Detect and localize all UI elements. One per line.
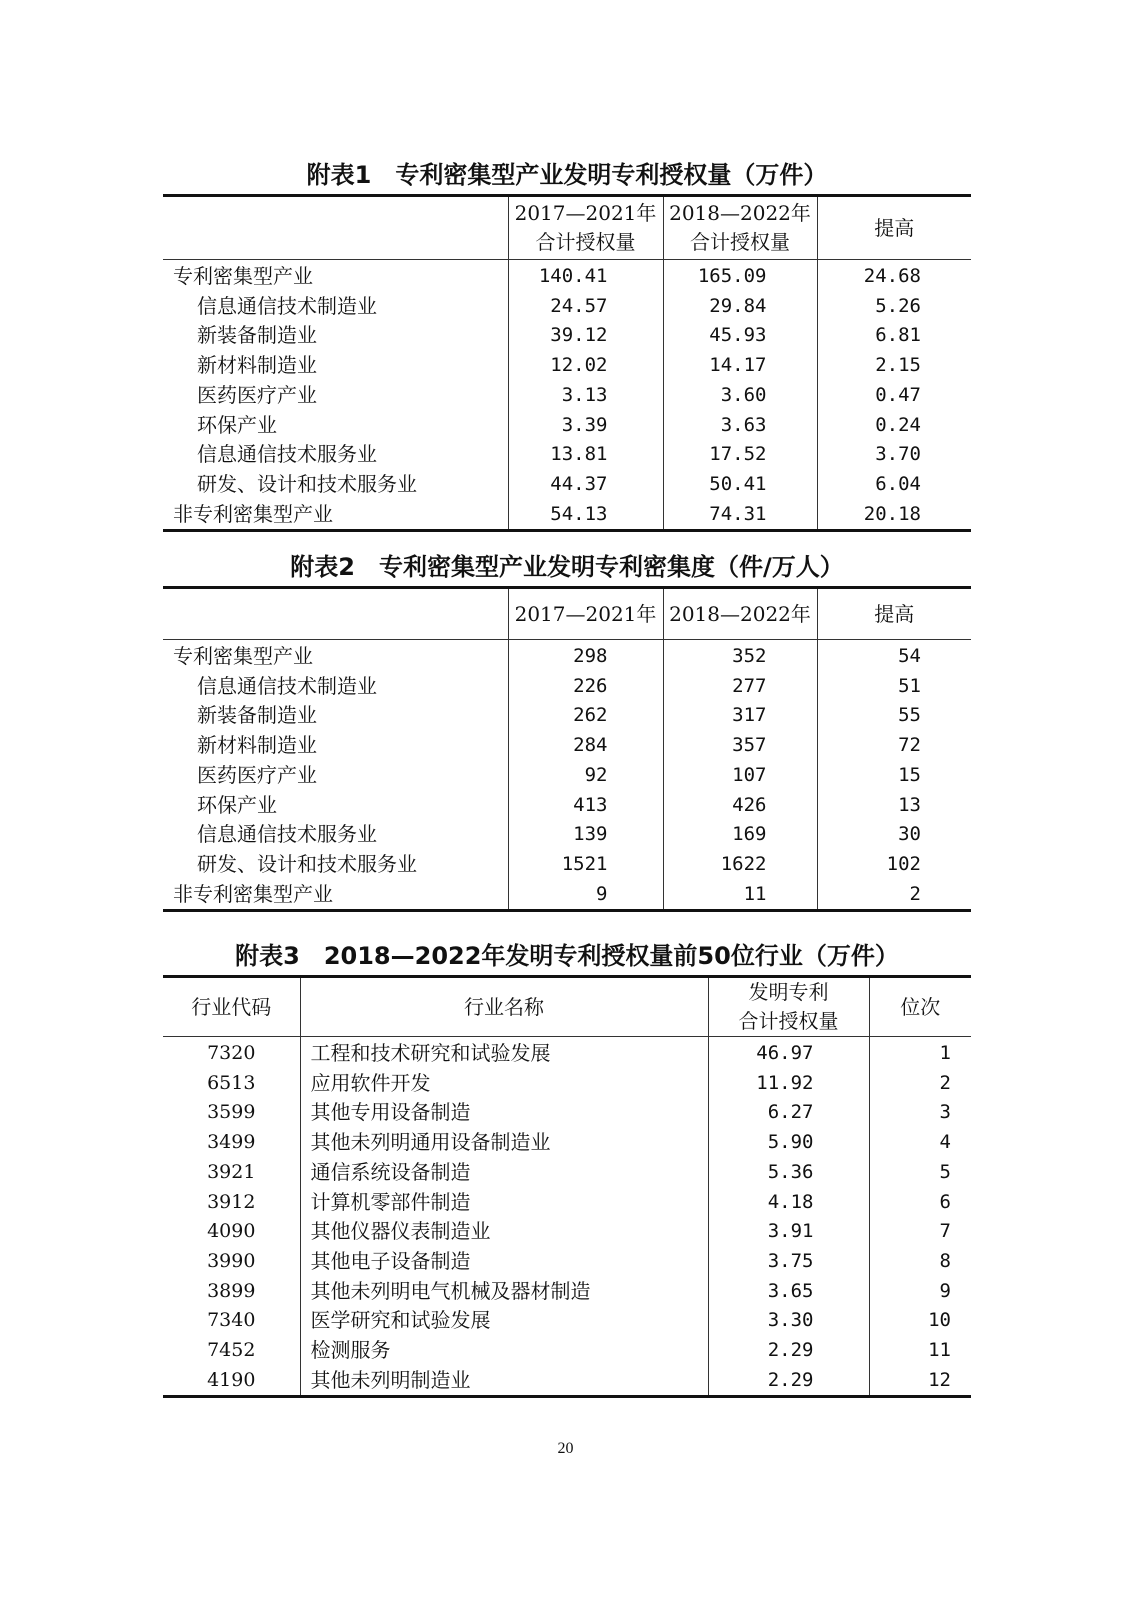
row-value-increase: 30 [817, 820, 971, 850]
table-row [163, 1277, 971, 1307]
row-value-2018-2022: 107 [663, 761, 817, 791]
table3-header-code: 行业代码 [163, 977, 300, 1037]
table-row [163, 411, 971, 441]
row-name: 医药医疗产业 [197, 762, 317, 787]
row-value-2017-2021: 12.02 [508, 351, 663, 381]
row-value-increase: 2 [817, 880, 971, 911]
table-row [163, 292, 971, 322]
row-grant-amount: 11.92 [708, 1069, 869, 1099]
row-value-2017-2021: 226 [508, 672, 663, 702]
table-row [163, 1158, 971, 1188]
row-value-increase: 20.18 [817, 500, 971, 531]
row-value-2018-2022: 29.84 [663, 292, 817, 322]
row-grant-amount: 46.97 [708, 1037, 869, 1069]
row-industry-code: 7452 [207, 1339, 256, 1362]
row-name: 新装备制造业 [197, 703, 317, 728]
row-rank: 11 [869, 1336, 971, 1366]
row-value-2018-2022: 1622 [663, 850, 817, 880]
row-value-2018-2022: 169 [663, 820, 817, 850]
row-value-increase: 13 [817, 791, 971, 821]
row-grant-amount: 2.29 [708, 1366, 869, 1397]
table1-header-col1 [508, 196, 663, 260]
table-row [163, 761, 971, 791]
table2-header-col1: 2017—2021年 [508, 588, 663, 640]
table1-header-col1-line1: 2017—2021年 [514, 201, 657, 225]
table1-title: 附表1 专利密集型产业发明专利授权量（万件） [306, 161, 828, 189]
row-industry-code: 7320 [207, 1042, 256, 1064]
row-name: 非专利密集型产业 [173, 881, 333, 906]
row-grant-amount: 2.29 [708, 1336, 869, 1366]
row-rank: 7 [869, 1217, 971, 1247]
row-industry-name: 检测服务 [300, 1336, 708, 1366]
row-value-increase: 55 [817, 701, 971, 731]
row-value-increase: 24.68 [817, 260, 971, 292]
table3 [163, 975, 971, 1398]
table3-title: 附表3 2018—2022年发明专利授权量前50位行业（万件） [235, 942, 899, 970]
row-grant-amount: 5.90 [708, 1128, 869, 1158]
row-value-2017-2021: 262 [508, 701, 663, 731]
table-row [163, 470, 971, 500]
table1-header-row [163, 196, 971, 260]
row-value-2017-2021: 24.57 [508, 292, 663, 322]
row-name: 新材料制造业 [197, 353, 317, 378]
row-value-2018-2022: 317 [663, 701, 817, 731]
row-value-2018-2022: 45.93 [663, 321, 817, 351]
row-value-increase: 15 [817, 761, 971, 791]
table3-header-amount [708, 977, 869, 1037]
table3-block [163, 941, 971, 1398]
row-value-increase: 3.70 [817, 440, 971, 470]
table-row [163, 440, 971, 470]
row-rank: 9 [869, 1277, 971, 1307]
table3-header-amount-line2: 合计授权量 [738, 1009, 839, 1033]
row-grant-amount: 3.91 [708, 1217, 869, 1247]
row-industry-name: 其他仪器仪表制造业 [300, 1217, 708, 1247]
row-industry-code: 3921 [207, 1160, 256, 1183]
row-value-2017-2021: 298 [508, 640, 663, 672]
row-name: 非专利密集型产业 [173, 501, 333, 526]
table3-header-row [163, 977, 971, 1037]
table3-header-rank: 位次 [869, 977, 971, 1037]
table3-header-amount-line1: 发明专利 [748, 980, 829, 1004]
row-industry-name: 应用软件开发 [300, 1069, 708, 1099]
table2-header-blank [163, 588, 508, 640]
row-industry-name: 通信系统设备制造 [300, 1158, 708, 1188]
row-industry-name: 医学研究和试验发展 [300, 1306, 708, 1336]
table-row [163, 1188, 971, 1218]
row-industry-code: 3499 [207, 1131, 256, 1154]
row-value-2017-2021: 13.81 [508, 440, 663, 470]
row-rank: 2 [869, 1069, 971, 1099]
row-name: 医药医疗产业 [197, 382, 317, 407]
row-value-2018-2022: 426 [663, 791, 817, 821]
row-name: 信息通信技术制造业 [197, 293, 377, 318]
table-row [163, 731, 971, 761]
row-grant-amount: 3.30 [708, 1306, 869, 1336]
table2-header-row [163, 588, 971, 640]
table2-header-col2: 2018—2022年 [663, 588, 817, 640]
table-row [163, 701, 971, 731]
table-row [163, 1128, 971, 1158]
row-rank: 6 [869, 1188, 971, 1218]
row-grant-amount: 3.65 [708, 1277, 869, 1307]
table1-header-col2 [663, 196, 817, 260]
table2 [163, 586, 971, 912]
table2-title: 附表2 专利密集型产业发明专利密集度（件/万人） [290, 553, 844, 581]
table-row [163, 640, 971, 672]
row-value-increase: 54 [817, 640, 971, 672]
row-value-increase: 2.15 [817, 351, 971, 381]
table2-header-col3: 提高 [817, 588, 971, 640]
row-value-increase: 6.81 [817, 321, 971, 351]
row-industry-name: 其他专用设备制造 [300, 1098, 708, 1128]
row-name: 信息通信技术服务业 [197, 442, 377, 467]
row-value-2018-2022: 14.17 [663, 351, 817, 381]
row-value-increase: 51 [817, 672, 971, 702]
row-value-2017-2021: 284 [508, 731, 663, 761]
table-row [163, 820, 971, 850]
table1-header-col2-line2: 合计授权量 [690, 230, 790, 254]
row-value-2018-2022: 357 [663, 731, 817, 761]
row-rank: 10 [869, 1306, 971, 1336]
table-row [163, 672, 971, 702]
row-industry-code: 3599 [207, 1101, 256, 1124]
table-row [163, 1247, 971, 1277]
row-industry-name: 其他未列明电气机械及器材制造 [300, 1277, 708, 1307]
row-value-increase: 0.24 [817, 411, 971, 441]
table1-block [163, 160, 971, 532]
row-grant-amount: 6.27 [708, 1098, 869, 1128]
row-value-2017-2021: 44.37 [508, 470, 663, 500]
row-industry-name: 其他电子设备制造 [300, 1247, 708, 1277]
row-value-2018-2022: 50.41 [663, 470, 817, 500]
table1-header-col3: 提高 [817, 196, 971, 260]
table2-block [163, 552, 971, 912]
table-row [163, 1366, 971, 1397]
row-name: 环保产业 [197, 412, 277, 437]
row-rank: 1 [869, 1037, 971, 1069]
row-name: 专利密集型产业 [173, 264, 313, 288]
row-value-2018-2022: 277 [663, 672, 817, 702]
table-row [163, 1306, 971, 1336]
row-industry-code: 4090 [207, 1220, 256, 1243]
row-industry-code: 7340 [207, 1309, 256, 1332]
row-industry-name: 其他未列明通用设备制造业 [300, 1128, 708, 1158]
row-rank: 5 [869, 1158, 971, 1188]
row-value-2017-2021: 9 [508, 880, 663, 911]
row-value-2017-2021: 139 [508, 820, 663, 850]
row-value-2017-2021: 413 [508, 791, 663, 821]
row-industry-code: 6513 [207, 1071, 256, 1094]
row-value-2017-2021: 3.39 [508, 411, 663, 441]
row-name: 研发、设计和技术服务业 [197, 471, 417, 496]
row-industry-code: 3899 [207, 1279, 256, 1302]
row-industry-code: 3912 [207, 1190, 256, 1213]
row-name: 专利密集型产业 [173, 644, 313, 668]
table-row [163, 1217, 971, 1247]
row-grant-amount: 4.18 [708, 1188, 869, 1218]
table-row [163, 351, 971, 381]
table3-header-name: 行业名称 [300, 977, 708, 1037]
table-row [163, 381, 971, 411]
row-industry-name: 工程和技术研究和试验发展 [300, 1037, 708, 1069]
table-row [163, 850, 971, 880]
row-value-increase: 72 [817, 731, 971, 761]
row-value-increase: 5.26 [817, 292, 971, 322]
table-row [163, 260, 971, 292]
table1-header-blank [163, 196, 508, 260]
row-grant-amount: 3.75 [708, 1247, 869, 1277]
row-value-2018-2022: 165.09 [663, 260, 817, 292]
table-row [163, 880, 971, 911]
row-value-2017-2021: 140.41 [508, 260, 663, 292]
table1-header-col1-line2: 合计授权量 [535, 230, 636, 254]
row-name: 信息通信技术服务业 [197, 822, 377, 847]
row-value-2018-2022: 17.52 [663, 440, 817, 470]
table-row [163, 1336, 971, 1366]
row-value-2017-2021: 3.13 [508, 381, 663, 411]
row-value-2017-2021: 1521 [508, 850, 663, 880]
row-value-increase: 102 [817, 850, 971, 880]
row-rank: 3 [869, 1098, 971, 1128]
table-row [163, 500, 971, 531]
row-value-2017-2021: 92 [508, 761, 663, 791]
row-value-increase: 6.04 [817, 470, 971, 500]
row-grant-amount: 5.36 [708, 1158, 869, 1188]
row-rank: 8 [869, 1247, 971, 1277]
row-name: 新装备制造业 [197, 323, 317, 348]
table-row [163, 1098, 971, 1128]
row-rank: 12 [869, 1366, 971, 1397]
row-name: 信息通信技术制造业 [197, 673, 377, 698]
table-row [163, 791, 971, 821]
row-industry-name: 计算机零部件制造 [300, 1188, 708, 1218]
table1-header-col2-line1: 2018—2022年 [669, 201, 811, 225]
row-name: 研发、设计和技术服务业 [197, 851, 417, 876]
table-row [163, 321, 971, 351]
table1 [163, 194, 971, 532]
row-value-2018-2022: 11 [663, 880, 817, 911]
row-value-2018-2022: 3.60 [663, 381, 817, 411]
row-value-2018-2022: 3.63 [663, 411, 817, 441]
row-value-2018-2022: 352 [663, 640, 817, 672]
row-value-2017-2021: 39.12 [508, 321, 663, 351]
row-value-increase: 0.47 [817, 381, 971, 411]
row-name: 新材料制造业 [197, 733, 317, 758]
row-rank: 4 [869, 1128, 971, 1158]
page-number: 20 [557, 1440, 574, 1457]
row-industry-code: 3990 [207, 1249, 256, 1272]
row-name: 环保产业 [197, 792, 277, 817]
table-row [163, 1069, 971, 1099]
table-row [163, 1037, 971, 1069]
row-value-2017-2021: 54.13 [508, 500, 663, 531]
row-industry-name: 其他未列明制造业 [300, 1366, 708, 1397]
row-value-2018-2022: 74.31 [663, 500, 817, 531]
row-industry-code: 4190 [207, 1368, 256, 1391]
